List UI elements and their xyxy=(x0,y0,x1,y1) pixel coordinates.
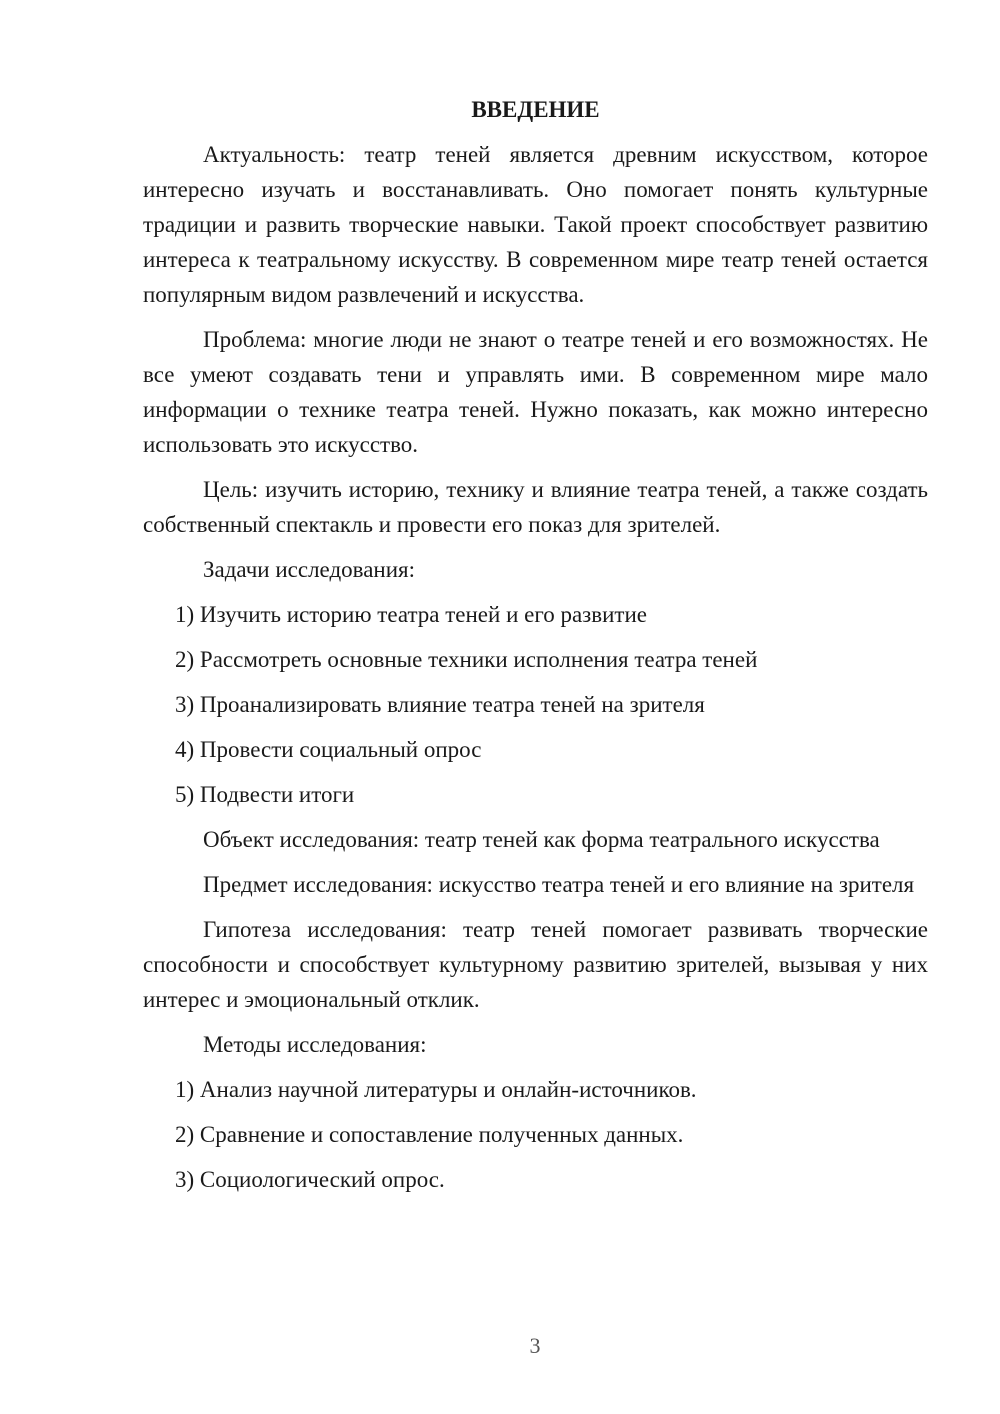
methods-heading: Методы исследования: xyxy=(203,1032,427,1057)
list-item: 5) Подвести итоги xyxy=(175,782,355,807)
list-item: 4) Провести социальный опрос xyxy=(175,737,482,762)
page-title: ВВЕДЕНИЕ xyxy=(471,97,600,122)
tasks-list xyxy=(143,597,928,812)
document-body xyxy=(143,92,928,1197)
subject-paragraph: Предмет исследования: искусство театра теней и его влияние на зрителя xyxy=(203,872,915,897)
object-paragraph: Объект исследования: театр теней как форма театрального искусства xyxy=(203,827,880,852)
tasks-heading: Задачи исследования: xyxy=(203,557,416,582)
list-item: 2) Рассмотреть основные техники исполнения театра теней xyxy=(175,647,758,672)
problem-paragraph: Проблема: многие люди не знают о театре теней и его возможностях. Не все умеют создавать тени и управлять ими. В современном мире мало информации о технике театра теней. Нужно показать, как можно интересно использовать это искусство. xyxy=(143,327,928,457)
list-item: 3) Социологический опрос. xyxy=(175,1167,445,1192)
hypothesis-paragraph: Гипотеза исследования: театр теней помогает развивать творческие способности и способствует культурному развитию зрителей, вызывая у них интерес и эмоциональный отклик. xyxy=(143,917,928,1012)
list-item: 1) Изучить историю театра теней и его развитие xyxy=(175,602,647,627)
page-number: 3 xyxy=(529,1333,541,1358)
list-item: 1) Анализ научной литературы и онлайн-источников. xyxy=(175,1077,697,1102)
list-item: 3) Проанализировать влияние театра теней на зрителя xyxy=(175,692,705,717)
goal-paragraph: Цель: изучить историю, технику и влияние театра теней, а также создать собственный спектакль и провести его показ для зрителей. xyxy=(143,477,928,537)
list-item: 2) Сравнение и сопоставление полученных данных. xyxy=(175,1122,684,1147)
methods-list xyxy=(143,1072,928,1197)
relevance-paragraph: Актуальность: театр теней является древним искусством, которое интересно изучать и восстанавливать. Оно помогает понять культурные традиции и развить творческие навыки. Такой проект способствует развитию интереса к театральному искусству. В современном мире театр теней остается популярным видом развлечений и искусства. xyxy=(143,142,928,307)
